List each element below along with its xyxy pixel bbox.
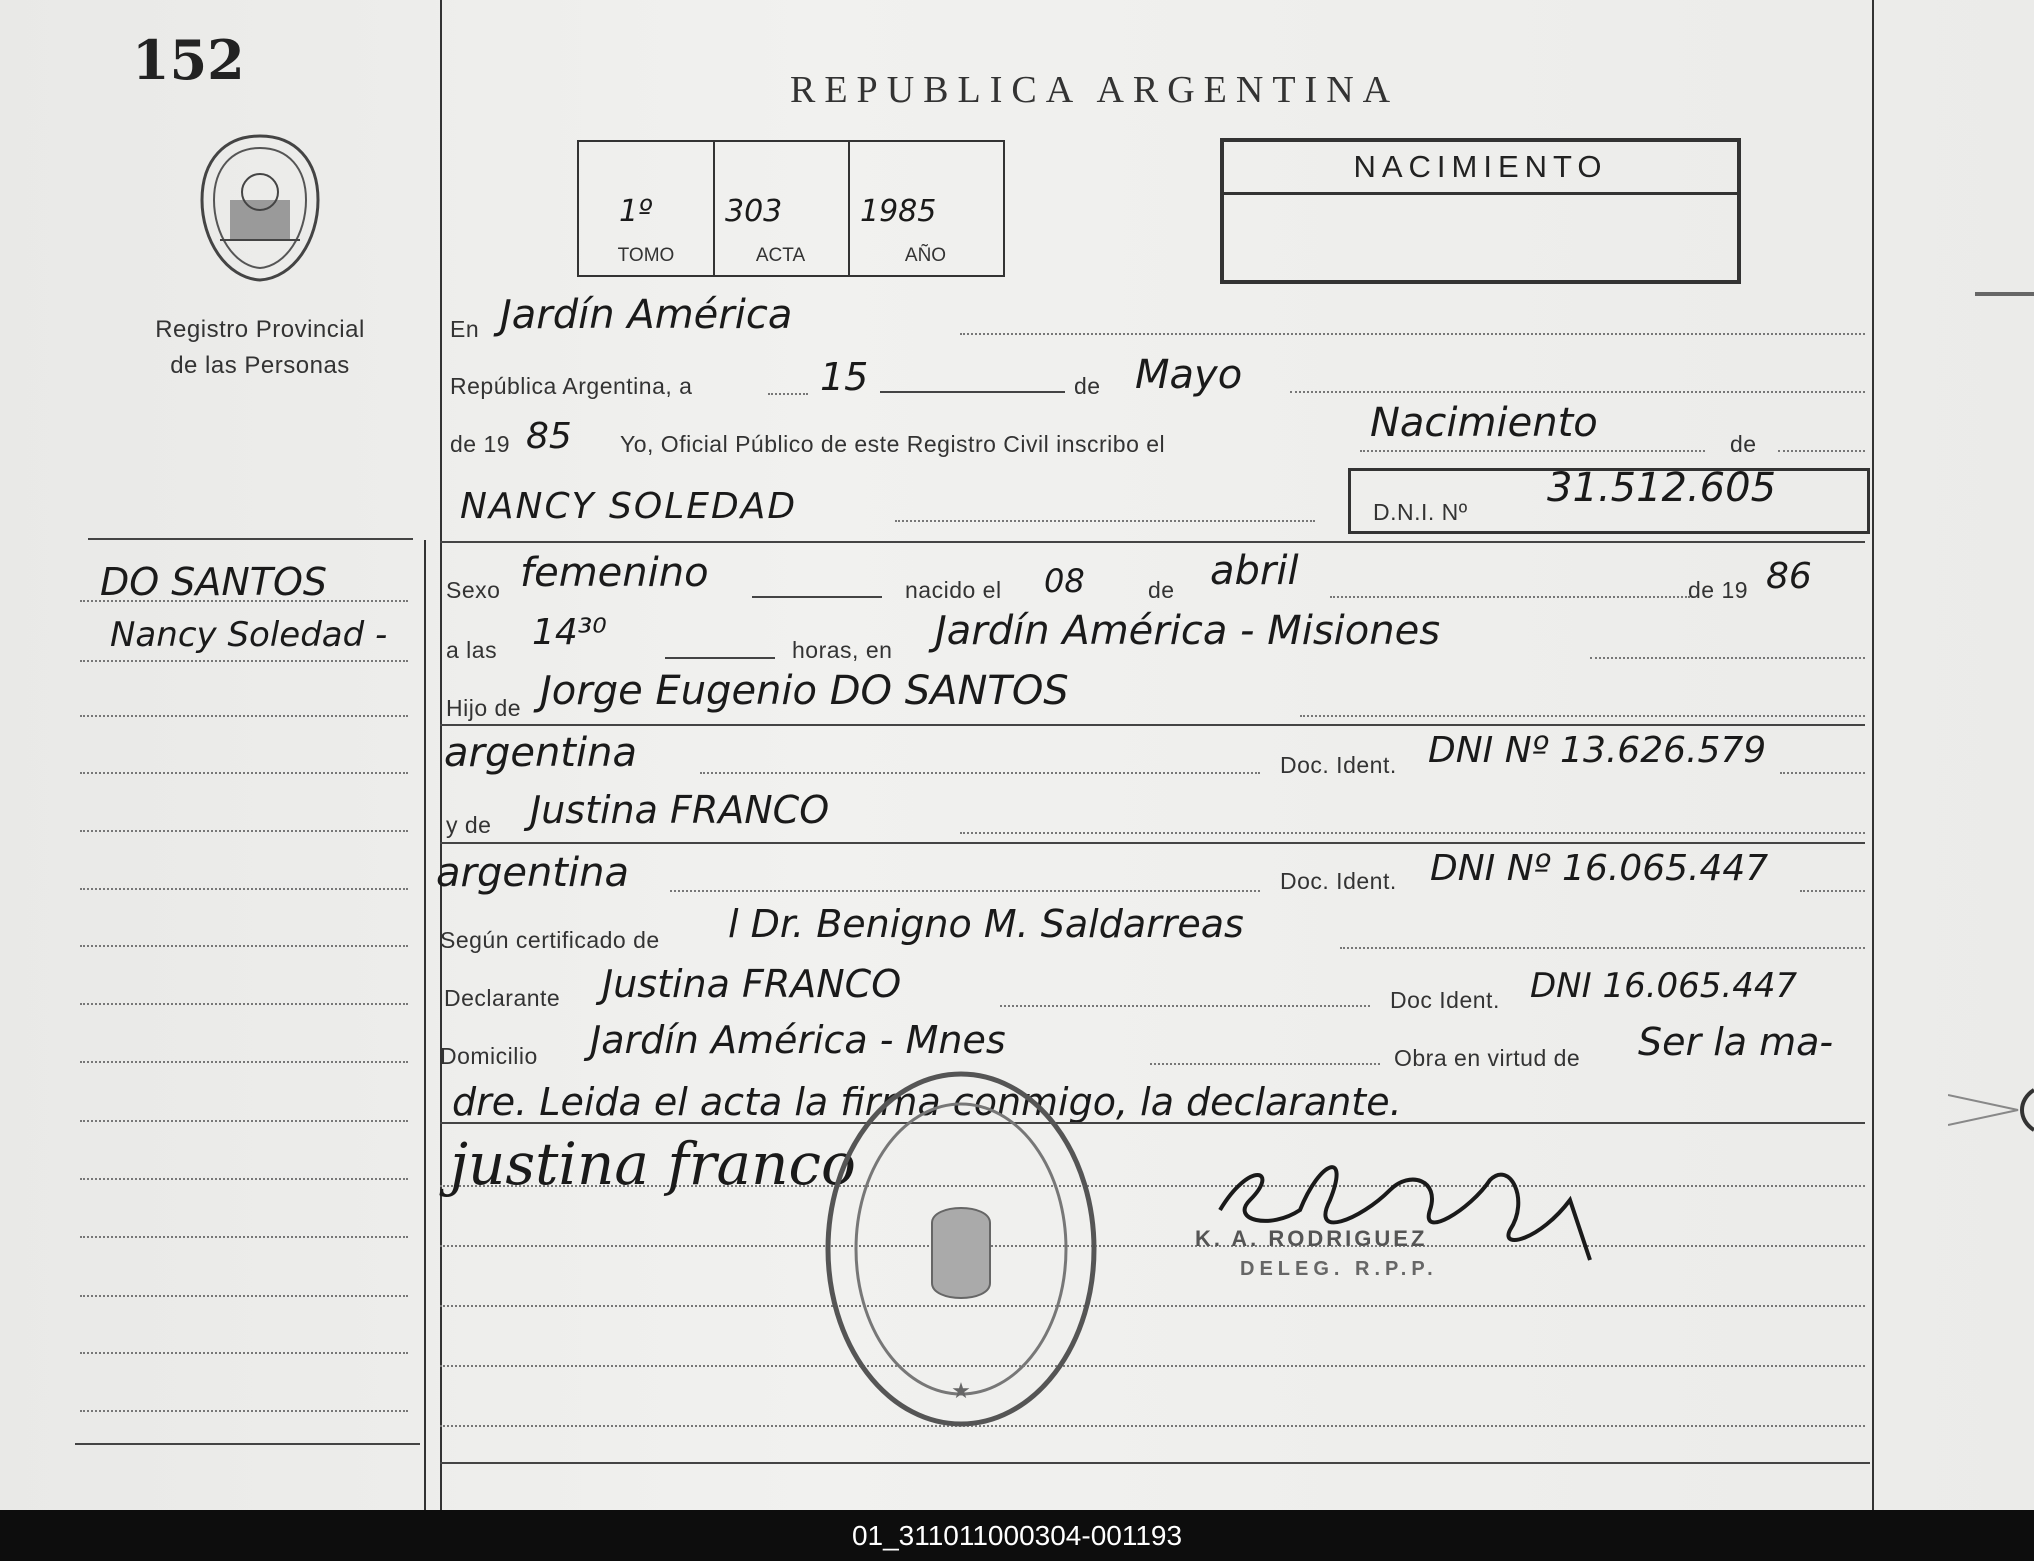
label-doc-father: Doc. Ident. [1280, 752, 1397, 778]
rule [1150, 1063, 1380, 1065]
label-year-prefix-birth: de 19 [1688, 577, 1749, 603]
rule [960, 832, 1865, 834]
label-declarante: Declarante [444, 985, 561, 1011]
label-doc-declarant: Doc Ident. [1390, 987, 1500, 1013]
rule [440, 1425, 1865, 1427]
margin-line [80, 945, 408, 947]
birth-day: 08 [1044, 562, 1085, 600]
mother-name: Justina FRANCO [530, 788, 830, 832]
column-rule [1872, 0, 1874, 1510]
label-de-bmonth: de [1148, 577, 1175, 603]
label-oficial: Yo, Oficial Público de este Registro Civil inscribo el [620, 431, 1166, 457]
folio-number: 152 [132, 28, 245, 92]
label-a-las: a las [446, 637, 498, 663]
margin-line [80, 1352, 408, 1354]
label-dni: D.N.I. Nº [1373, 499, 1468, 525]
rule [1330, 596, 1690, 598]
margin-line [80, 830, 408, 832]
margin-line [80, 888, 408, 890]
declarant-doc: DNI 16.065.447 [1530, 966, 1798, 1006]
label-de-month: de [1074, 373, 1101, 399]
rule [1800, 890, 1865, 892]
father-nationality: argentina [444, 730, 637, 776]
child-dni: 31.512.605 [1547, 465, 1777, 511]
rule [1590, 657, 1865, 659]
margin-line [80, 1295, 408, 1297]
record-year: 85 [526, 416, 572, 457]
edge-mark [1975, 292, 2034, 296]
label-horas: horas, en [792, 637, 893, 663]
rule [1778, 450, 1865, 452]
margin-line [80, 1120, 408, 1122]
label-y-de: y de [446, 812, 492, 838]
label-en: En [450, 316, 480, 342]
tomo-cell [579, 142, 715, 275]
ano-cell [848, 142, 1003, 275]
mother-doc: DNI Nº 16.065.447 [1430, 848, 1769, 889]
certifying-doctor: l Dr. Benigno M. Saldarreas [728, 902, 1244, 946]
registry-name-line2: de las Personas [170, 352, 350, 379]
rule [1290, 391, 1865, 393]
father-doc: DNI Nº 13.626.579 [1428, 730, 1767, 771]
dni-box [1348, 465, 1870, 534]
rule [440, 842, 1865, 844]
margin-line [80, 660, 408, 662]
rule [440, 724, 1865, 726]
label-segun: Según certificado de [440, 927, 660, 953]
record-month: Mayo [1135, 352, 1243, 398]
tomo-label: TOMO [617, 245, 675, 266]
rule [768, 393, 808, 395]
remarks-line2: dre. Leida el acta la firma conmigo, la declarante. [452, 1080, 1402, 1124]
mother-nationality: argentina [436, 850, 629, 896]
column-rule [424, 540, 426, 1510]
provincial-seal [190, 130, 330, 285]
ano-value: 1985 [860, 194, 937, 229]
rule [440, 1365, 1865, 1367]
declarant-name: Justina FRANCO [602, 962, 902, 1006]
birth-month: abril [1210, 548, 1299, 594]
label-de-child: de [1730, 431, 1757, 457]
label-domicilio: Domicilio [440, 1043, 538, 1069]
rule [1300, 715, 1865, 717]
registry-name-line1: Registro Provincial [155, 316, 365, 343]
rule [440, 1462, 1870, 1464]
edge-mark [1948, 1085, 2034, 1135]
ano-label: AÑO [904, 245, 947, 266]
declarant-signature: justina franco [450, 1130, 856, 1198]
label-hijo: Hijo de [446, 695, 522, 721]
margin-line [80, 772, 408, 774]
label-doc-mother: Doc. Ident. [1280, 868, 1397, 894]
rule [440, 541, 1865, 543]
rule [1000, 1005, 1370, 1007]
delegation-stamp [822, 1068, 1100, 1430]
record-type-label: NACIMIENTO [1224, 142, 1737, 195]
margin-line [80, 1003, 408, 1005]
record-type-box [1220, 138, 1741, 284]
label-republica: República Argentina, a [450, 373, 693, 399]
acta-cell [713, 142, 850, 275]
margin-surname: DO SANTOS [100, 560, 328, 604]
father-name: Jorge Eugenio DO SANTOS [540, 668, 1069, 714]
birth-year: 86 [1766, 556, 1812, 597]
rule [670, 890, 1260, 892]
declarant-address: Jardín América - Mnes [590, 1018, 1006, 1062]
label-obra: Obra en virtud de [1394, 1045, 1581, 1071]
margin-line [80, 1178, 408, 1180]
label-year-prefix: de 19 [450, 431, 511, 457]
child-sex: femenino [520, 550, 709, 596]
margin-line [80, 600, 408, 602]
birth-place: Jardín América - Misiones [935, 608, 1441, 654]
rule [665, 657, 775, 659]
child-name: NANCY SOLEDAD [460, 486, 798, 527]
margin-line [80, 1061, 408, 1063]
rule [440, 1305, 1865, 1307]
rule [440, 1122, 1865, 1124]
document-title: REPUBLICA ARGENTINA [790, 69, 1400, 111]
registration-box [577, 140, 1005, 277]
rule [700, 772, 1260, 774]
registry-name [120, 312, 400, 384]
label-nacido: nacido el [905, 577, 1002, 603]
margin-line [80, 1410, 408, 1412]
margin-given-names: Nancy Soledad - [110, 615, 388, 655]
rule [440, 1245, 1865, 1247]
rule [1780, 772, 1865, 774]
rule [880, 391, 1065, 393]
svg-text:★: ★ [951, 1379, 971, 1404]
margin-line [80, 715, 408, 717]
column-rule [440, 0, 442, 1510]
label-sexo: Sexo [446, 577, 501, 603]
official-name: K. A. RODRIGUEZ [1195, 1226, 1428, 1251]
tomo-value: 1º [619, 194, 653, 229]
acta-value: 303 [725, 194, 783, 229]
acta-label: ACTA [755, 245, 806, 266]
record-act: Nacimiento [1370, 400, 1598, 446]
margin-rule-bottom [75, 1443, 420, 1445]
margin-rule-top [88, 538, 413, 540]
official-title: DELEG. R.P.P. [1240, 1258, 1438, 1280]
place: Jardín América [500, 292, 793, 338]
rule [1360, 450, 1705, 452]
margin-line [80, 1236, 408, 1238]
image-identifier: 01_311011000304-001193 [0, 1510, 2034, 1561]
remarks-line1: Ser la ma- [1638, 1020, 1834, 1064]
rule [895, 520, 1315, 522]
record-day: 15 [820, 355, 869, 399]
rule [1340, 947, 1865, 949]
birth-time: 14³⁰ [532, 612, 607, 653]
rule [752, 596, 882, 598]
rule [960, 333, 1865, 335]
